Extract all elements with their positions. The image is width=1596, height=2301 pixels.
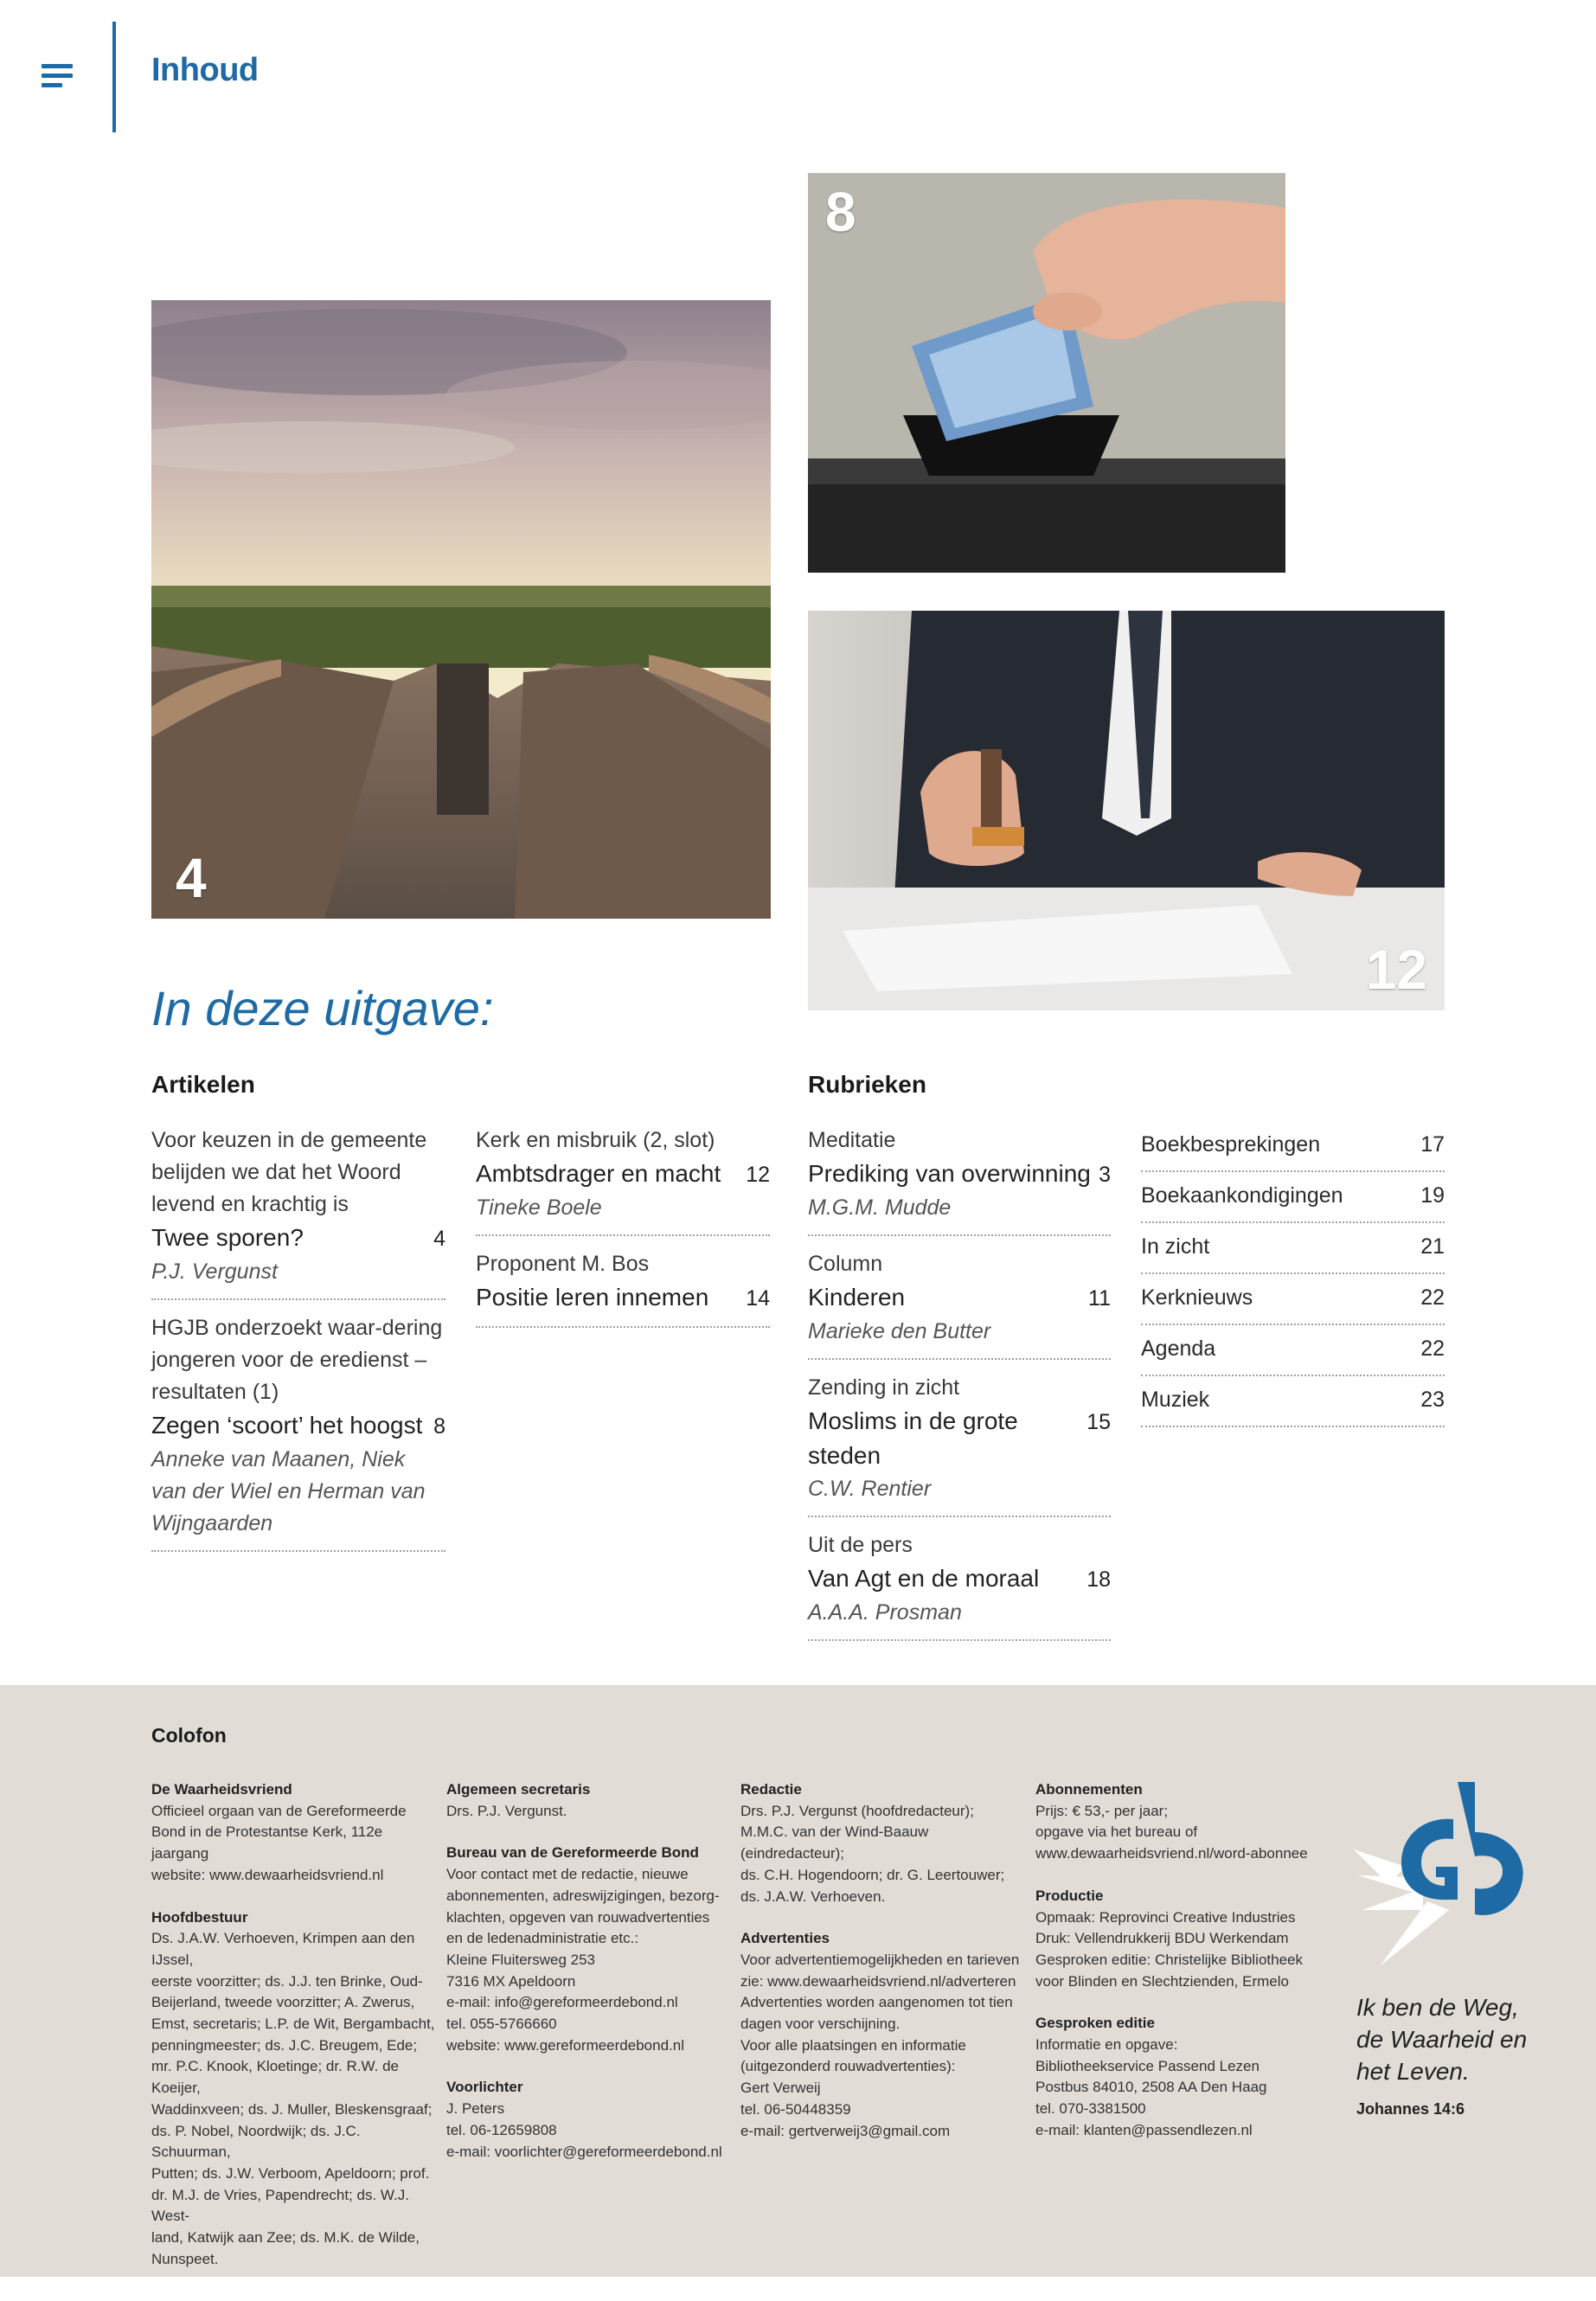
rubriek-label: Agenda	[1141, 1336, 1216, 1361]
article-kicker: Kerk en misbruik (2, slot)	[476, 1128, 715, 1152]
article-author: Anneke van Maanen, Niek van der Wiel en Herman van Wijngaarden	[151, 1447, 426, 1535]
photo-stamp-document[interactable]	[808, 611, 1445, 1010]
rubriek-author: C.W. Rentier	[808, 1477, 932, 1501]
rubriek-entry[interactable]	[808, 1372, 1111, 1517]
rubriek-label: In zicht	[1141, 1234, 1210, 1259]
page-number: 3	[1099, 1163, 1111, 1187]
page-number: 22	[1420, 1336, 1445, 1361]
page-number: 18	[1086, 1567, 1111, 1592]
colofon-heading: Hoofdbestuur	[151, 1908, 248, 1926]
article-entry[interactable]	[476, 1248, 770, 1328]
article-entry[interactable]	[476, 1125, 770, 1236]
rubriek-label: Boekbesprekingen	[1141, 1132, 1321, 1157]
rubriek-kicker: Uit de pers	[808, 1533, 913, 1557]
rubriek-list-item[interactable]	[1141, 1274, 1445, 1325]
colofon-text: Informatie en opgave: Bibliotheekservice Passend Lezen Postbus 84010, 2508 AA Den Haag tel. 070-3381500 e-mail: klanten@passendlezen.nl	[1035, 2036, 1267, 2138]
article-entry[interactable]	[151, 1125, 445, 1300]
colofon-text: Opmaak: Reprovinci Creative Industries Druk: Vellendrukkerij BDU Werkendam Gesproken editie: Christelijke Bibliotheek voor Blinden en Slechtzienden, Ermelo	[1035, 1908, 1303, 1990]
rubriek-author: Marieke den Butter	[808, 1319, 991, 1343]
rubriek-entry[interactable]	[808, 1125, 1111, 1236]
photo-banknote-offering[interactable]	[808, 173, 1285, 573]
rubriek-label: Kerknieuws	[1141, 1285, 1253, 1310]
colofon-text: J. Peters tel. 06-12659808 e-mail: voorlichter@gereformeerdebond.nl	[446, 2100, 722, 2160]
article-kicker: Proponent M. Bos	[476, 1252, 650, 1276]
page-number: 21	[1420, 1234, 1445, 1259]
rubriek-list-item[interactable]	[1141, 1172, 1445, 1223]
colofon-column	[740, 1779, 1035, 2163]
rubriek-kicker: Zending in zicht	[808, 1375, 960, 1400]
rubriek-entry[interactable]	[808, 1529, 1111, 1641]
colofon-text: Drs. P.J. Vergunst (hoofdredacteur); M.M.C. van der Wind-Baauw (eindredacteur); ds. C.H. Hogendoorn; dr. G. Leertouwer; ds. J.A.W. Verhoeven.	[740, 1802, 1005, 1905]
rubriek-label: Muziek	[1141, 1388, 1210, 1412]
page-number: 22	[1420, 1285, 1445, 1310]
issue-heading: In deze uitgave:	[151, 981, 494, 1035]
colofon-heading: Algemeen secretaris	[446, 1781, 591, 1798]
page-number-badge: 12	[1365, 939, 1427, 1001]
article-kicker: HGJB onderzoekt waar-dering jongeren voor de eredienst – resultaten (1)	[151, 1316, 443, 1404]
colofon-column	[151, 1779, 437, 2291]
article-entry[interactable]	[151, 1312, 445, 1552]
rubriek-title: Van Agt en de moraal	[808, 1565, 1040, 1592]
bible-quote-reference: Johannes 14:6	[1356, 2100, 1465, 2118]
page-number-badge: 4	[176, 847, 207, 909]
header-divider	[112, 22, 116, 132]
page-number: 4	[433, 1227, 445, 1251]
rubriek-list-item[interactable]	[1141, 1121, 1445, 1172]
colofon-column	[1035, 1779, 1330, 2163]
rubriek-author: A.A.A. Prosman	[808, 1600, 962, 1625]
colofon-heading: Abonnementen	[1035, 1781, 1143, 1798]
article-kicker: Voor keuzen in de gemeente belijden we dat het Woord levend en krachtig is	[151, 1128, 427, 1216]
rubriek-list-item[interactable]	[1141, 1223, 1445, 1274]
rubriek-title: Prediking van overwinning	[808, 1160, 1091, 1187]
rubriek-entry[interactable]	[808, 1248, 1111, 1360]
article-author: P.J. Vergunst	[151, 1259, 278, 1284]
page-number: 12	[746, 1163, 770, 1187]
hamburger-menu-icon[interactable]	[42, 64, 76, 90]
page-number: 8	[433, 1414, 445, 1439]
colofon-heading: Bureau van de Gereformeerde Bond	[446, 1844, 699, 1862]
colofon-text: Officieel orgaan van de Gereformeerde Bond in de Protestantse Kerk, 112e jaargang website: www.dewaarheidsvriend.nl	[151, 1802, 407, 1883]
rubriek-author: M.G.M. Mudde	[808, 1195, 952, 1220]
page-number-badge: 8	[825, 181, 856, 243]
colofon-text: Drs. P.J. Vergunst.	[446, 1802, 567, 1819]
colofon-heading: Voorlichter	[446, 2079, 523, 2096]
colofon-title: Colofon	[151, 1724, 227, 1747]
page-title: Inhoud	[151, 52, 259, 88]
page-number: 17	[1420, 1132, 1445, 1157]
colofon-text: Ds. J.A.W. Verhoeven, Krimpen aan den IJssel, eerste voorzitter; ds. J.J. ten Brinke, Oud- Beijerland, tweede voorzitter; A. Zwerus, Emst, secretaris; L.P. de Wit, Bergambacht, penningmeester; ds. J.C. Breugem, Ede; mr. P.C. Knook, Kloetinge; dr. R.W. de Koeijer, Waddinxveen; ds. J. Muller, Bleskensgraaf; ds. P. Nobel, Noordwijk; ds. J.C. Schuurman, Putten; ds. J.W. Verboom, Apeldoorn; prof. dr. M.J. de Vries, Papendrecht; ds. W.J. West- land, Katwijk aan Zee; ds. M.K. de Wilde, Nunspeet.	[151, 1930, 435, 2267]
gb-logo-icon	[1354, 1780, 1531, 1971]
page-number: 15	[1086, 1410, 1111, 1434]
colofon-text: Prijs: € 53,- per jaar; opgave via het bureau of www.dewaarheidsvriend.nl/word-abonnee	[1035, 1802, 1308, 1862]
colofon-heading: Redactie	[740, 1781, 802, 1798]
rubriek-title: Moslims in de grote steden	[808, 1407, 1018, 1469]
article-title: Twee sporen?	[151, 1224, 304, 1251]
colofon-heading: Productie	[1035, 1887, 1104, 1904]
page-number: 23	[1420, 1388, 1445, 1412]
artikelen-heading: Artikelen	[151, 1071, 255, 1098]
colofon-column	[446, 1779, 732, 2183]
rubrieken-heading: Rubrieken	[808, 1071, 926, 1098]
colofon-text: Voor contact met de redactie, nieuwe abonnementen, adreswijzigingen, bezorg- klachten, opgeven van rouwadvertenties en de ledenadministratie etc.: Kleine Fluitersweg 253 7316 MX Apeldoorn e-mail: info@gereformeerdebond.nl tel. 055-5766660 website: www.gereformeerdebond.nl	[446, 1866, 720, 2054]
colofon-heading: De Waarheidsvriend	[151, 1781, 292, 1798]
colofon-heading: Advertenties	[740, 1930, 830, 1947]
rubriek-label: Boekaankondigingen	[1141, 1183, 1343, 1208]
rubriek-title: Kinderen	[808, 1284, 906, 1311]
photo-boardwalk[interactable]	[151, 300, 771, 919]
page-number: 14	[746, 1286, 770, 1311]
article-title: Zegen ‘scoort’ het hoogst	[151, 1412, 423, 1439]
article-title: Ambtsdrager en macht	[476, 1160, 721, 1187]
bible-quote: Ik ben de Weg, de Waarheid en het Leven.	[1356, 1994, 1528, 2085]
rubriek-list-item[interactable]	[1141, 1376, 1445, 1427]
colofon-heading: Gesproken editie	[1035, 2015, 1155, 2032]
rubriek-kicker: Column	[808, 1252, 883, 1276]
page-number: 19	[1420, 1183, 1445, 1208]
colofon-text: Voor advertentiemogelijkheden en tarieven zie: www.dewaarheidsvriend.nl/adverteren Advertenties worden aangenomen tot tien dagen voor verschijning. Voor alle plaatsingen en informatie (uitgezonderd rouwadvertenties): Gert Verweij tel. 06-50448359 e-mail: gertverweij3@gmail.com	[740, 1951, 1020, 2139]
article-author: Tineke Boele	[476, 1195, 602, 1220]
article-title: Positie leren innemen	[476, 1284, 709, 1311]
rubriek-list-item[interactable]	[1141, 1325, 1445, 1376]
rubriek-kicker: Meditatie	[808, 1128, 896, 1152]
page-number: 11	[1088, 1286, 1111, 1311]
